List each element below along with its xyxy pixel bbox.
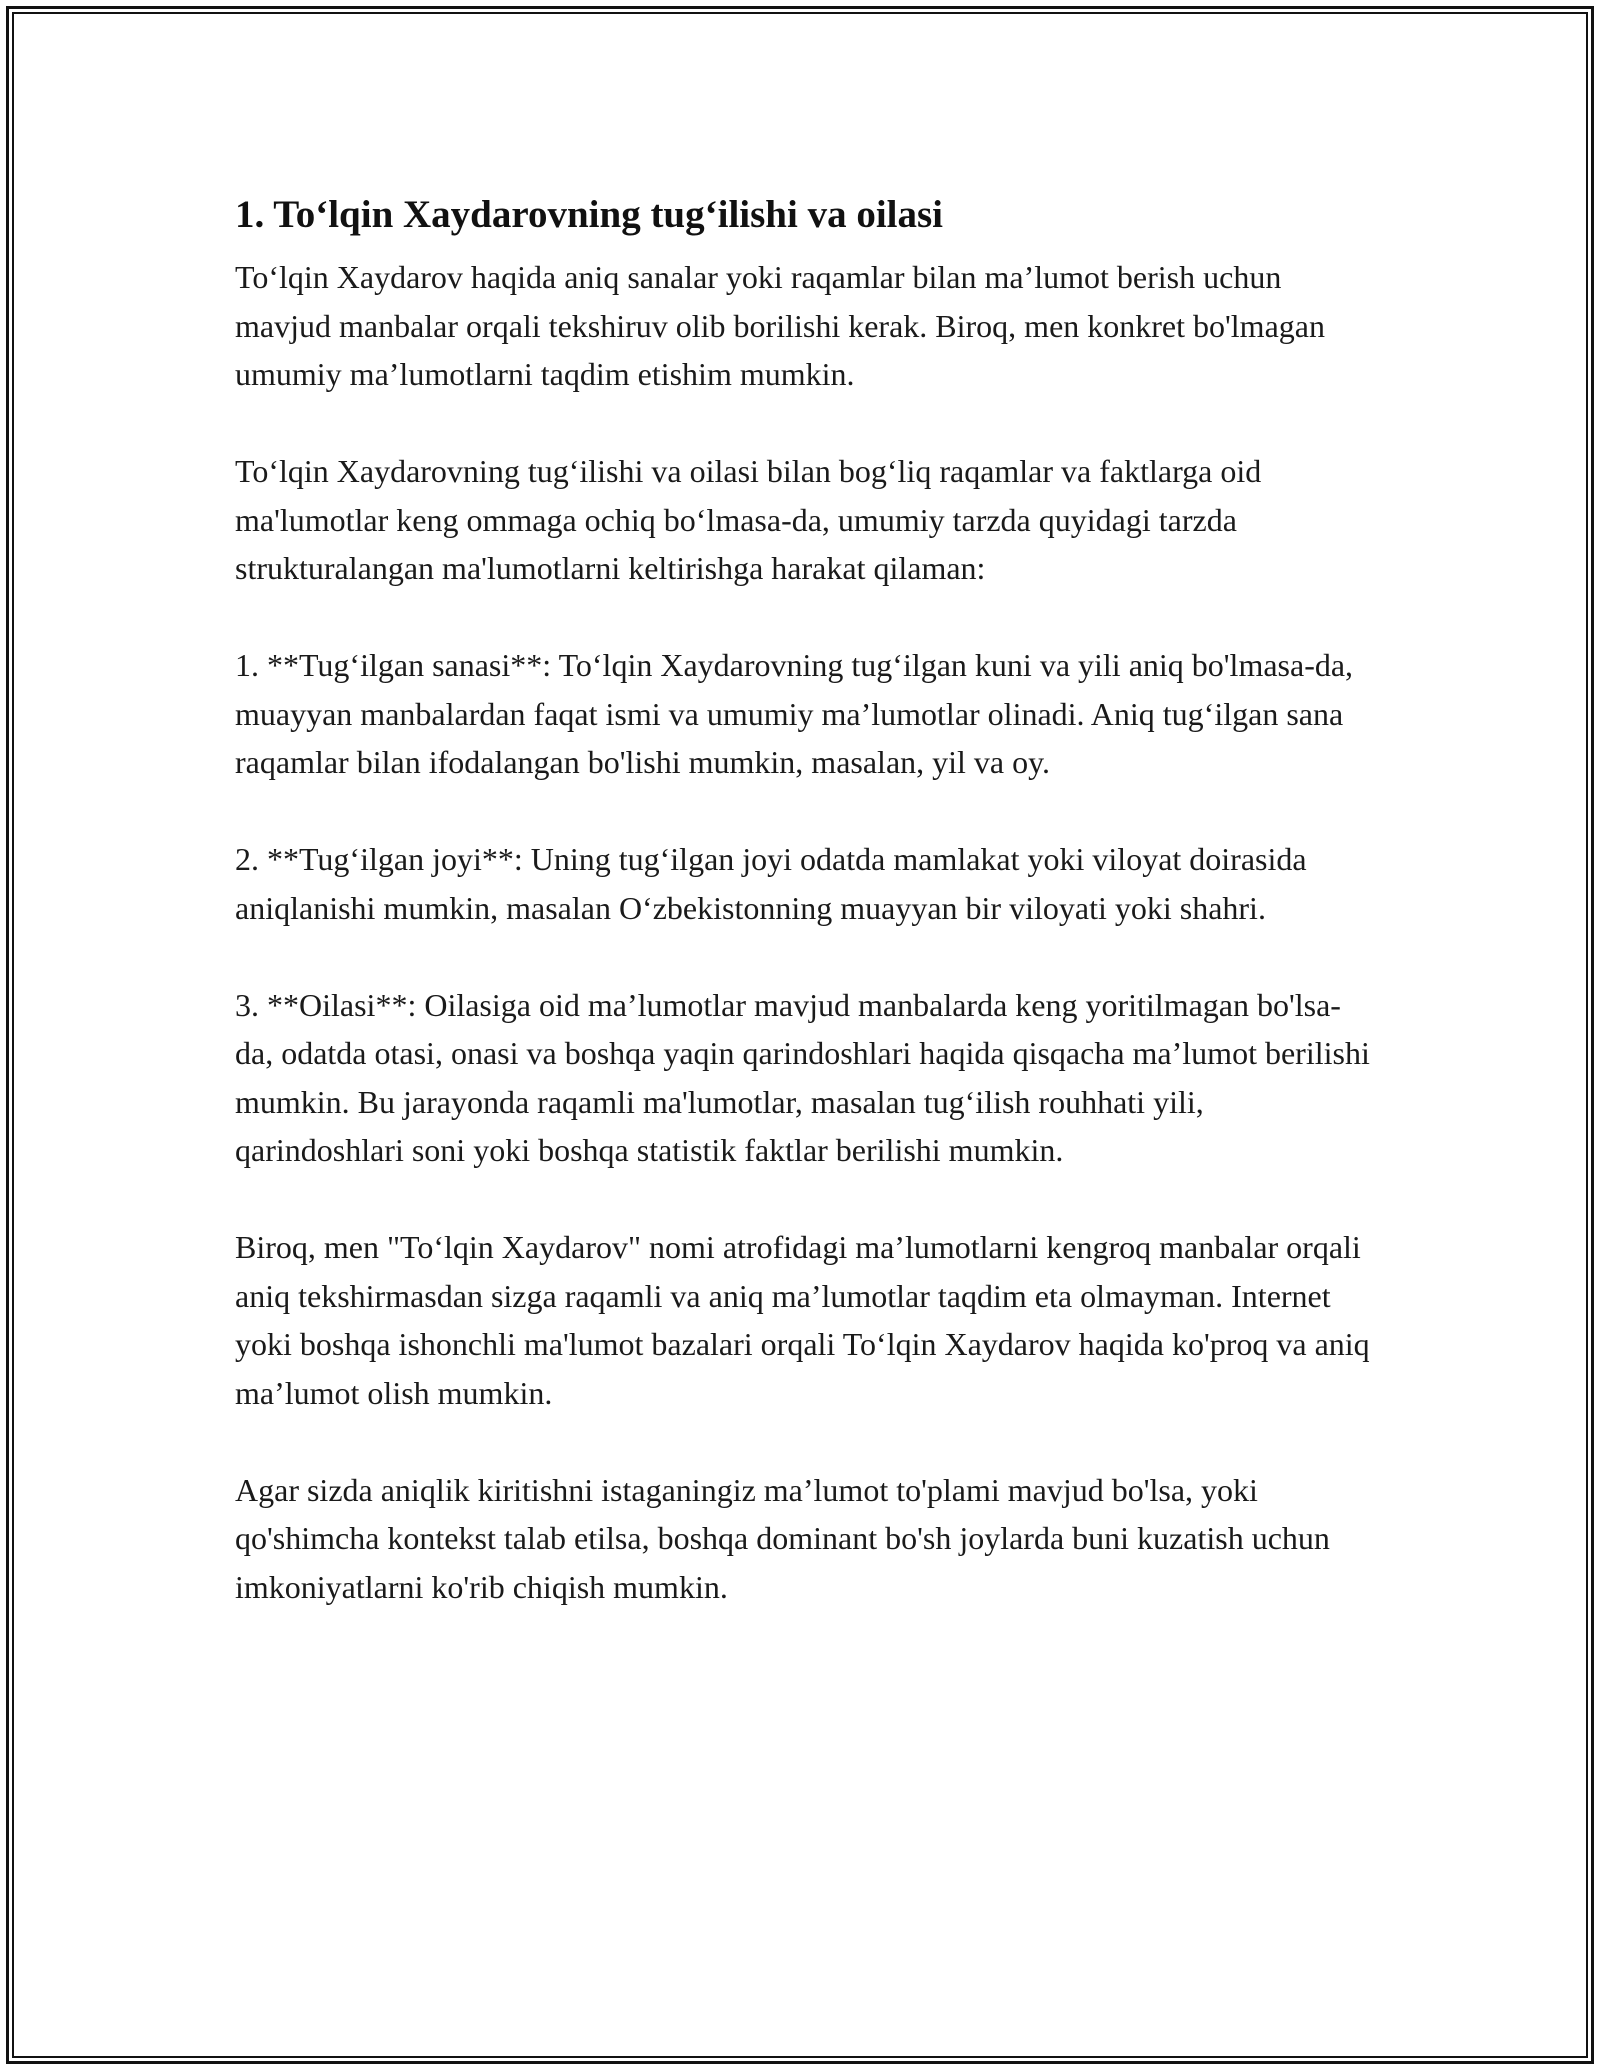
disclaimer-paragraph: Biroq, men "To‘lqin Xaydarov" nomi atrofidagi ma’lumotlarni kengroq manbalar orqali aniq tekshirmasdan sizga raqamli va aniq ma’lumotlar taqdim eta olmayman. Internet yoki boshqa ishonchli ma'lumot bazalari orqali To‘lqin Xaydarov haqida ko'proq va aniq ma’lumot olish mumkin. (235, 1229, 1370, 1411)
intro-paragraph: To‘lqin Xaydarov haqida aniq sanalar yoki raqamlar bilan ma’lumot berish uchun mavjud manbalar orqali tekshiruv olib borilishi kerak. Biroq, men konkret bo'lmagan umumiy ma’lumotlarni taqdim etishim mumkin. (235, 259, 1325, 392)
list-item-birth-place: 2. **Tug‘ilgan joyi**: Uning tug‘ilgan joyi odatda mamlakat yoki viloyat doirasida aniqlanishi mumkin, masalan O‘zbekistonning muayyan bir viloyati yoki shahri. (235, 841, 1307, 926)
list-item-family: 3. **Oilasi**: Oilasiga oid ma’lumotlar mavjud manbalarda keng yoritilmagan bo'lsa-da, odatda otasi, onasi va boshqa yaqin qarindoshlari haqida qisqacha ma’lumot berilishi mumkin. Bu jarayonda raqamli ma'lumotlar, masalan tug‘ilish rouhhati yili, qarindoshlari soni yoki boshqa statistik faktlar berilishi mumkin. (235, 986, 1370, 1168)
document-body (235, 185, 1370, 1660)
closing-paragraph: Agar sizda aniqlik kiritishni istaganingiz ma’lumot to'plami mavjud bo'lsa, yoki qo'shimcha kontekst talab etilsa, boshqa dominant bo'sh joylarda buni kuzatish uchun imkoniyatlarni ko'rib chiqish mumkin. (235, 1471, 1330, 1605)
section-heading: 1. To‘lqin Xaydarovning tug‘ilishi va oilasi (235, 193, 943, 236)
context-paragraph: To‘lqin Xaydarovning tug‘ilishi va oilasi bilan bog‘liq raqamlar va faktlarga oid ma'lumotlar keng ommaga ochiq bo‘lmasa-da, umumiy tarzda quyidagi tarzda strukturalangan ma'lumotlarni keltirishga harakat qilaman: (235, 453, 1262, 586)
list-item-birth-date: 1. **Tug‘ilgan sanasi**: To‘lqin Xaydarovning tug‘ilgan kuni va yili aniq bo'lmasa-da, muayyan manbalardan faqat ismi va umumiy ma’lumotlar olinadi. Aniq tug‘ilgan sana raqamlar bilan ifodalangan bo'lishi mumkin, masalan, yil va oy. (235, 647, 1354, 780)
